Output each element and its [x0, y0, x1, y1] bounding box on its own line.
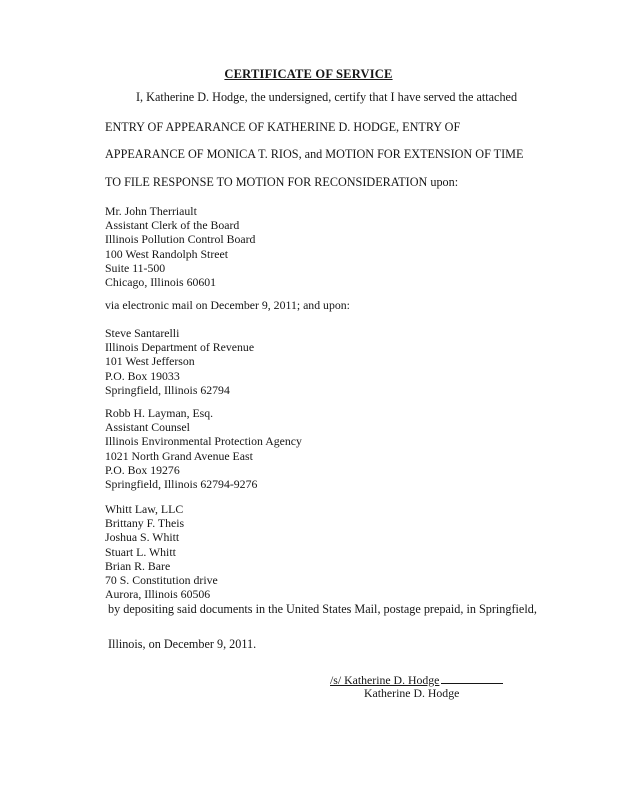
- served-documents-line-2: APPEARANCE OF MONICA T. RIOS, and MOTION FOR EXTENSION OF TIME: [105, 147, 524, 161]
- address-line: Stuart L. Whitt: [105, 544, 176, 559]
- address-line: Brian R. Bare: [105, 558, 171, 573]
- address-line: 101 West Jefferson: [105, 354, 195, 369]
- signer-name: Katherine D. Hodge: [364, 686, 460, 700]
- address-line: Springfield, Illinois 62794: [105, 382, 230, 397]
- address-line: Steve Santarelli: [105, 326, 180, 340]
- address-line: Assistant Counsel: [105, 420, 190, 435]
- address-line: Brittany F. Theis: [105, 516, 185, 531]
- address-line: Mr. John Therriault: [105, 204, 197, 218]
- address-line: Chicago, Illinois 60601: [105, 275, 217, 290]
- recipient-address-epa: [105, 406, 302, 491]
- address-line: Assistant Clerk of the Board: [105, 218, 240, 233]
- recipient-address-clerk: [105, 204, 255, 289]
- electronic-signature: /s/ Katherine D. Hodge: [330, 673, 440, 687]
- closing-line-1: by depositing said documents in the United States Mail, postage prepaid, in Springfield,: [108, 602, 537, 616]
- address-line: 100 West Randolph Street: [105, 246, 229, 261]
- address-line: P.O. Box 19033: [105, 368, 180, 383]
- address-line: Robb H. Layman, Esq.: [105, 406, 214, 420]
- address-line: P.O. Box 19276: [105, 462, 180, 477]
- address-line: Joshua S. Whitt: [105, 530, 180, 545]
- signature-underline: [441, 673, 503, 684]
- address-line: 70 S. Constitution drive: [105, 573, 218, 588]
- via-electronic-mail-line: via electronic mail on December 9, 2011; and upon:: [105, 298, 350, 312]
- address-line: Suite 11-500: [105, 260, 166, 275]
- served-documents-line-1: ENTRY OF APPEARANCE OF KATHERINE D. HODGE, ENTRY OF: [105, 120, 461, 134]
- address-line: Illinois Environmental Protection Agency: [105, 434, 302, 449]
- intro-line: I, Katherine D. Hodge, the undersigned, certify that I have served the attached: [136, 90, 518, 104]
- address-line: Illinois Pollution Control Board: [105, 232, 256, 247]
- address-line: Aurora, Illinois 60506: [105, 587, 211, 602]
- address-line: 1021 North Grand Avenue East: [105, 448, 253, 463]
- closing-line-2: Illinois, on December 9, 2011.: [108, 637, 257, 651]
- recipient-address-law-firm: [105, 502, 218, 601]
- address-line: Springfield, Illinois 62794-9276: [105, 477, 258, 492]
- recipient-address-revenue: [105, 326, 254, 397]
- address-line: Illinois Department of Revenue: [105, 340, 255, 355]
- address-line: Whitt Law, LLC: [105, 502, 184, 516]
- served-documents-line-3: TO FILE RESPONSE TO MOTION FOR RECONSIDERATION upon:: [105, 175, 459, 189]
- document-title: CERTIFICATE OF SERVICE: [224, 67, 393, 81]
